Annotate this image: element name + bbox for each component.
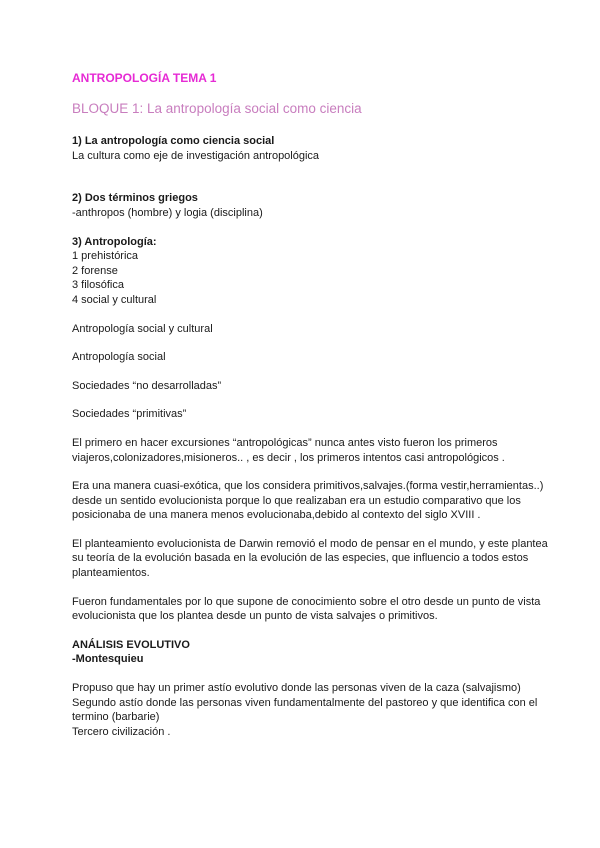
paragraph: El planteamiento evolucionista de Darwin removió el modo de pensar en el mundo, y este plantea su teoría de la evolución basada en la evolución de las especies, que influencio a todos estos planteamientos. <box>72 537 548 580</box>
paragraph: Antropología social <box>72 351 166 364</box>
paragraph: Antropología social y cultural <box>72 322 213 335</box>
document-title: ANTROPOLOGÍA TEMA 1 <box>72 71 217 85</box>
paragraph: Sociedades “no desarrolladas” <box>72 379 222 392</box>
analysis-title: ANÁLISIS EVOLUTIVO <box>72 638 190 651</box>
analysis-line: Segundo astío donde las personas viven fundamentalmente del pastoreo y que identifica con el termino (barbarie) <box>72 696 538 724</box>
paragraph: El primero en hacer excursiones “antropológicas” nunca antes visto fueron los primeros viajeros,colonizadores,misioneros.. , es decir , los primeros intentos casi antropológicos . <box>72 436 505 464</box>
list-item: 1 prehistórica <box>72 250 139 263</box>
section-title: 3) Antropología: <box>72 235 157 248</box>
analysis-line: Propuso que hay un primer astío evolutivo donde las personas viven de la caza (salvajismo) <box>72 682 521 695</box>
section-title: 2) Dos términos griegos <box>72 192 198 205</box>
section-3 <box>72 235 560 308</box>
section-1 <box>72 134 560 163</box>
list-item: 3 filosófica <box>72 279 124 292</box>
list-item: 2 forense <box>72 264 118 277</box>
section-line: -anthropos (hombre) y logia (disciplina) <box>72 206 263 219</box>
paragraph: Era una manera cuasi-exótica, que los considera primitivos,salvajes.(forma vestir,herramientas..) desde un sentido evolucionista porque lo que realizaban era un estudio comparativo que los posicionaba de una manera menos evolucionaba,debido al contexto del siglo XVIII . <box>72 480 544 522</box>
paragraph: Fueron fundamentales por lo que supone de conocimiento sobre el otro desde un punto de vista evolucionista que los plantea desde un punto de vista salvajes o primitivos. <box>72 595 541 623</box>
section-2 <box>72 191 560 220</box>
analysis-subtitle: -Montesquieu <box>72 653 144 666</box>
section-line: La cultura como eje de investigación antropológica <box>72 149 320 162</box>
block-title: BLOQUE 1: La antropología social como ciencia <box>72 100 362 116</box>
analysis-line: Tercero civilización . <box>72 725 171 738</box>
paragraph: Sociedades “primitivas” <box>72 408 187 421</box>
section-title: 1) La antropología como ciencia social <box>72 135 275 148</box>
list-item: 4 social y cultural <box>72 293 157 306</box>
